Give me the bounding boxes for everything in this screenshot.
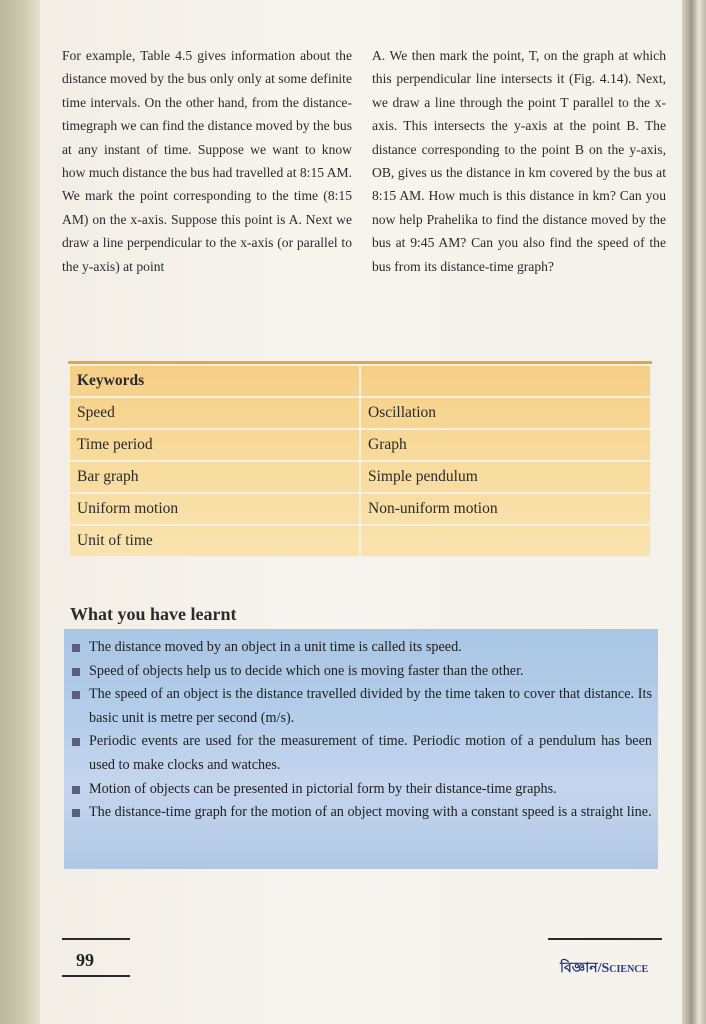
summary-box: [64, 629, 658, 869]
keywords-table: [68, 364, 652, 558]
paragraph-right: A. We then mark the point, T, on the graph at which this perpendicular line intersects it (Fig. 4.14). Next, we draw a line through the point T parallel to the x-axis. This intersects the y-axis at the point B. The distance corresponding to the point B on the y-axis, OB, gives us the distance in km covered by the bus at 8:15 AM. How much is this distance in km? Can you now help Prahelika to find the distance moved by the bus at 9:45 AM? Can you also find the speed of the bus from its distance-time graph?: [372, 48, 666, 274]
keyword-cell: Time period: [69, 429, 360, 461]
summary-point-text: Speed of objects help us to decide which one is moving faster than the other.: [89, 662, 524, 679]
summary-list: [64, 629, 658, 825]
keyword-cell: Unit of time: [69, 525, 360, 557]
square-bullet-icon: [72, 738, 80, 746]
keyword-cell: [360, 525, 651, 557]
keyword-cell: Graph: [360, 429, 651, 461]
summary-point-text: The speed of an object is the distance travelled divided by the time taken to cover that distance. Its basic unit is metre per second (m/s).: [89, 686, 652, 726]
body-text-left-column: [62, 44, 352, 278]
square-bullet-icon: [72, 786, 80, 794]
page-number: 99: [76, 950, 94, 970]
section-title: What you have learnt: [70, 604, 237, 624]
keywords-heading-empty: [360, 365, 651, 397]
keyword-row: [69, 461, 651, 493]
page-number-bottom-rule: [62, 975, 130, 977]
keyword-row: [69, 429, 651, 461]
summary-point: [70, 778, 652, 802]
keyword-cell: Bar graph: [69, 461, 360, 493]
square-bullet-icon: [72, 668, 80, 676]
keyword-row: [69, 493, 651, 525]
summary-point: [70, 636, 652, 660]
keywords-box: [68, 361, 652, 558]
page-edge: [682, 0, 706, 1024]
keyword-row: [69, 525, 651, 557]
keyword-cell: Speed: [69, 397, 360, 429]
summary-point-text: The distance moved by an object in a unit time is called its speed.: [89, 639, 462, 655]
square-bullet-icon: [72, 644, 80, 652]
square-bullet-icon: [72, 691, 80, 699]
page-number-top-rule: [62, 938, 130, 940]
paragraph-left: For example, Table 4.5 gives information about the distance moved by the bus only only at some definite time intervals. On the other hand, from the distance-timegraph we can find the distance moved by the bus at any instant of time. Suppose we want to know how much distance the bus had travelled at 8:15 AM. We mark the point corresponding to the time (8:15 AM) on the x-axis. Suppose this point is A. Next we draw a line perpendicular to the x-axis (or parallel to the y-axis) at point: [62, 48, 352, 274]
keyword-cell: Simple pendulum: [360, 461, 651, 493]
summary-point-text: The distance-time graph for the motion of an object moving with a constant speed is a straight line.: [89, 804, 652, 821]
body-text-right-column: [372, 44, 666, 278]
square-bullet-icon: [72, 809, 80, 817]
book-label-rule: [548, 938, 662, 940]
summary-point: [70, 660, 652, 684]
keyword-cell: Oscillation: [360, 397, 651, 429]
keyword-cell: Uniform motion: [69, 493, 360, 525]
keyword-row: [69, 397, 651, 429]
binding-margin: [0, 0, 40, 1024]
summary-point: [70, 730, 652, 777]
summary-point: [70, 801, 652, 825]
keyword-cell: Non-uniform motion: [360, 493, 651, 525]
summary-point-text: Motion of objects can be presented in pictorial form by their distance-time graphs.: [89, 780, 557, 797]
keywords-header-row: [69, 365, 651, 397]
summary-point-text: Periodic events are used for the measurement of time. Periodic motion of a pendulum has been used to make clocks and watches.: [89, 733, 652, 773]
keywords-heading: Keywords: [69, 365, 360, 397]
book-label: বিজ্ঞান/Science: [560, 961, 649, 976]
summary-point: [70, 683, 652, 730]
